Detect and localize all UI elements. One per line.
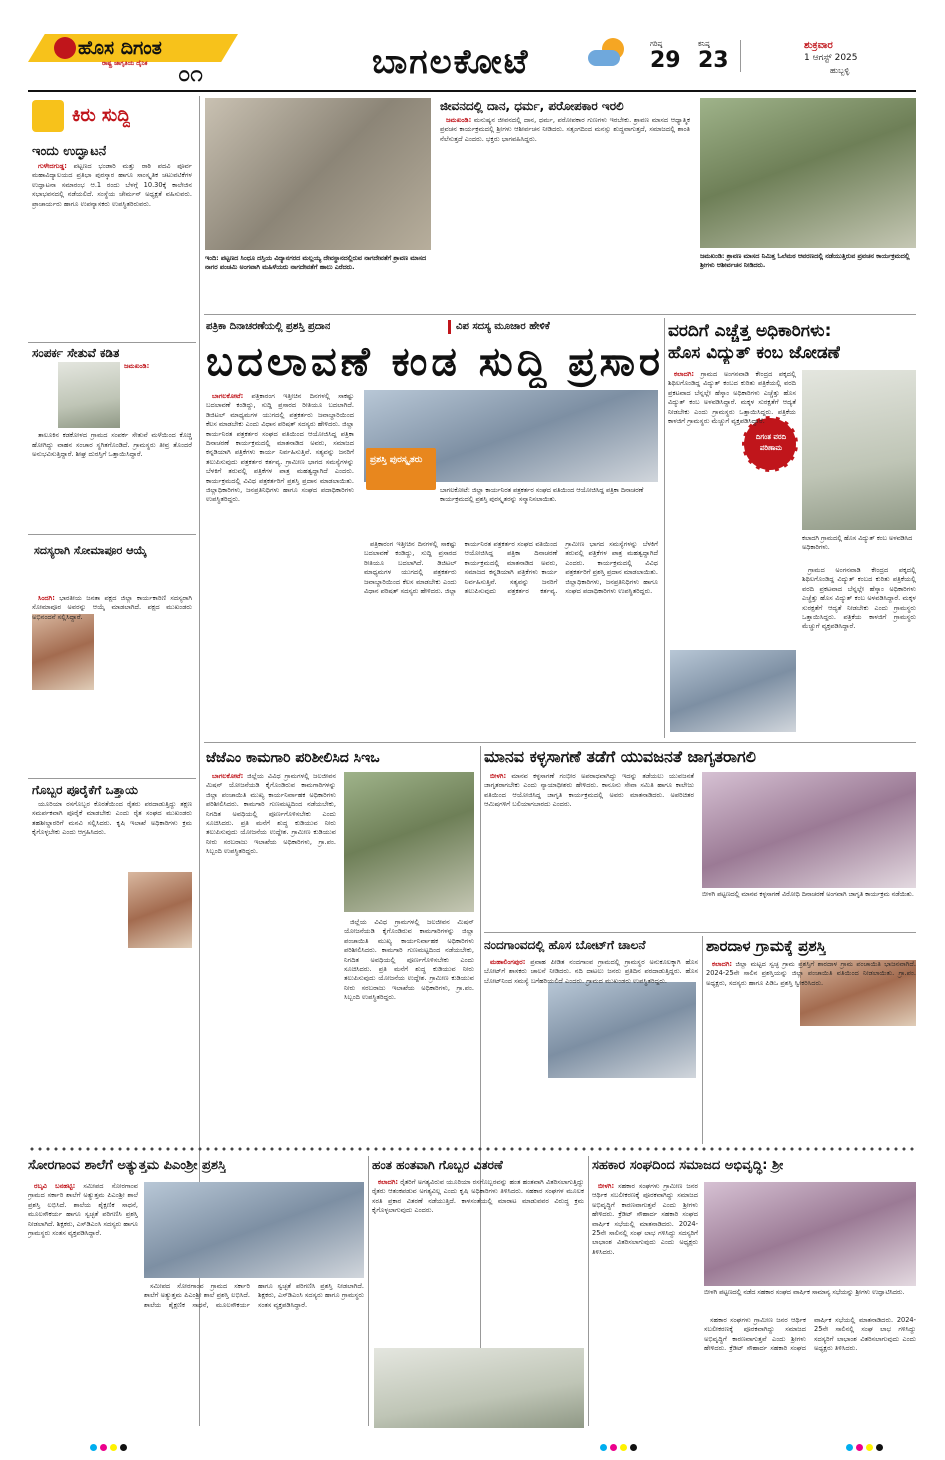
- lead-kicker-sep: [448, 320, 451, 334]
- divider: [28, 778, 196, 779]
- award-badge: [366, 448, 436, 490]
- nagapanchami-photo: [205, 98, 431, 250]
- item2-body: [32, 362, 192, 538]
- jjm-inspection-photo: [344, 772, 474, 912]
- weather-icon: [588, 38, 628, 72]
- lead-text-cont: ಪತ್ರಿಕಾರಂಗ ಇತ್ತೀಚಿನ ದಿನಗಳಲ್ಲಿ ಸಾಕಷ್ಟು ಬದಲಾವಣೆ ಕಂಡಿದ್ದು, ಸುದ್ದಿ ಪ್ರಸಾರದ ರೀತಿಯೂ ಬದಲಾಗಿದೆ. ಡಿಜಿಟಲ್ ಮಾಧ್ಯಮಗಳ ಯುಗದಲ್ಲಿ ಪತ್ರಕರ್ತರು ಜವಾಬ್ದಾರಿಯಿಂದ ಕೆಲಸ ಮಾಡಬೇಕು ಎಂದು ವಿಧಾನ ಪರಿಷತ್ ಸದಸ್ಯರು ಹೇಳಿದರು. ಜಿಲ್ಲಾ ಕಾರ್ಯನಿರತ ಪತ್ರಕರ್ತರ ಸಂಘದ ವತಿಯಿಂದ ಆಯೋಜಿಸಿದ್ದ ಪತ್ರಿಕಾ ದಿನಾಚರಣೆ ಕಾರ್ಯಕ್ರಮದಲ್ಲಿ ಮಾತನಾಡಿದ ಅವರು, ಸಮಾಜದ ಕನ್ನಡಿಯಾಗಿ ಪತ್ರಿಕೆಗಳು ಕಾರ್ಯ ನಿರ್ವಹಿಸುತ್ತಿವೆ. ಸತ್ಯವನ್ನು ಜನರಿಗೆ ತಲುಪಿಸುವುದು ಪತ್ರಕರ್ತರ ಕರ್ತವ್ಯ. ಗ್ರಾಮೀಣ ಭಾಗದ ಸಮಸ್ಯೆಗಳನ್ನು ಬೆಳಕಿಗೆ ತರುವಲ್ಲಿ ಪತ್ರಿಕೆಗಳ ಪಾತ್ರ ಮಹತ್ವದ್ದಾಗಿದೆ ಎಂದರು. ಕಾರ್ಯಕ್ರಮದಲ್ಲಿ ವಿವಿಧ ಪತ್ರಕರ್ತರಿಗೆ ಪ್ರಶಸ್ತಿ ಪ್ರದಾನ ಮಾಡಲಾಯಿತು. ಜಿಲ್ಲಾಧಿಕಾರಿಗಳು, ಜನಪ್ರತಿನಿಧಿಗಳು ಹಾಗೂ ಸಂಘದ ಪದಾಧಿಕಾರಿಗಳು ಉಪಸ್ಥಿತರಿದ್ದರು.: [364, 540, 658, 596]
- item2-text: ತಾಲೂಕಿನ ಕಡಕೋಳದ ಗ್ರಾಮದ ಸಂಪರ್ಕ ಸೇತುವೆ ಮಳೆಯಿಂದ ಕೊಚ್ಚಿ ಹೋಗಿದ್ದು ವಾಹನ ಸಂಚಾರ ಸ್ಥಗಿತಗೊಂಡಿದೆ. ಗ್ರಾಮಸ್ಥರು ತೀವ್ರ ತೊಂದರೆ ಅನುಭವಿಸುತ್ತಿದ್ದಾರೆ. ಶೀಘ್ರ ದುರಸ್ತಿಗೆ ಒತ್ತಾಯಿಸಿದ್ದಾರೆ.: [32, 431, 192, 459]
- officers-headline-2: ಹೊಸ ವಿದ್ಯುತ್ ಕಂಬ ಜೋಡಣೆ: [668, 343, 841, 363]
- charity-text: ಮನುಷ್ಯನ ಜೀವನದಲ್ಲಿ ದಾನ, ಧರ್ಮ, ಪರೋಪಕಾರ ಗುಣಗಳು ಇರಬೇಕು. ಶ್ರಾವಣ ಮಾಸದ ಆಧ್ಯಾತ್ಮಿಕ ಪ್ರವಚನ ಕಾರ್ಯಕ್ರಮದಲ್ಲಿ ಶ್ರೀಗಳು ಆಶೀರ್ವಚನ ನೀಡಿದರು. ಸತ್ಸಂಗದಿಂದ ಮನಸ್ಸು ಶುದ್ಧವಾಗುತ್ತದೆ, ಸಮಾಜದಲ್ಲಿ ಶಾಂತಿ ನೆಲೆಸುತ್ತದೆ ಎಂದರು. ಭಕ್ತರು ಭಾಗವಹಿಸಿದ್ದರು.: [440, 116, 690, 143]
- nagapanchami-caption: ಇಂದಿ: ಪಟ್ಟಣದ ಸಿಂಧೂ ದಸ್ತಿಯ ವಿದ್ಯಾನಗರದ ಮಲ್ಲಯ್ಯ ದೇವಸ್ಥಾನದಲ್ಲಿರುವ ನಾಗದೇವತೆಗೆ ಶ್ರಾವಣ ಮಾಸದ ನಾಗರ ಪಂಚಮಿ ಅಂಗವಾಗಿ ಮಹಿಳೆಯರು ನಾಗದೇವತೆಗೆ ಹಾಲು ಎರೆದರು.: [205, 254, 427, 271]
- school-text: ಸಮೀಪದ ಸೋರಗಾಂವ ಗ್ರಾಮದ ಸರ್ಕಾರಿ ಶಾಲೆಗೆ ಅತ್ಯುತ್ತಮ ಪಿಎಂಶ್ರೀ ಶಾಲೆ ಪ್ರಶಸ್ತಿ ಲಭಿಸಿದೆ. ಶಾಲೆಯ ಶೈಕ್ಷಣಿಕ ಸಾಧನೆ, ಮೂಲಸೌಕರ್ಯ ಹಾಗೂ ಸ್ವಚ್ಛತೆ ಪರಿಗಣಿಸಿ ಪ್ರಶಸ್ತಿ ನೀಡಲಾಗಿದೆ. ಶಿಕ್ಷಕರು, ಎಸ್‌ಡಿಎಂಸಿ ಸದಸ್ಯರು ಹಾಗೂ ಗ್ರಾಮಸ್ಥರು ಸಂತಸ ವ್ಯಕ್ತಪಡಿಸಿದ್ದಾರೆ.: [28, 1182, 138, 1238]
- item4-title: ಗೊಬ್ಬರ ಪೂರೈಕೆಗೆ ಒತ್ತಾಯ: [32, 783, 138, 797]
- award-photo-caption: ಬಾಗಲಕೋಟೆ: ಜಿಲ್ಲಾ ಕಾರ್ಯನಿರತ ಪತ್ರಕರ್ತರ ಸಂಘದ ವತಿಯಿಂದ ಆಯೋಜಿಸಿದ್ದ ಪತ್ರಿಕಾ ದಿನಾಚರಣೆ ಕಾರ್ಯಕ್ರಮದಲ್ಲಿ ಪ್ರಶಸ್ತಿ ಪುರಸ್ಕೃತರನ್ನು ಸನ್ಮಾನಿಸಲಾಯಿತು.: [440, 486, 644, 503]
- divider: [204, 742, 916, 743]
- jjm-dateline: ಬಾಗಲಕೋಟೆ:: [212, 772, 244, 780]
- trafficking-body: [484, 772, 694, 928]
- item1-text: ಪಟ್ಟಣದ ಭಂಡಾರಿ ಮತ್ತು ರಾಠಿ ಪದವಿ ಪೂರ್ವ ಮಹಾವಿದ್ಯಾಲಯದ ಪ್ರತಿಭಾ ಪುರಸ್ಕಾರ ಹಾಗೂ ಸಾಂಸ್ಕೃತಿಕ ಚಟುವಟಿಕೆಗಳ ಉದ್ಘಾಟನಾ ಸಮಾರಂಭ ಆ.1 ರಂದು ಬೆಳಗ್ಗೆ 10.30ಕ್ಕೆ ಕಾಲೇಜಿನ ಸಭಾಭವನದಲ್ಲಿ ನಡೆಯಲಿದೆ. ಸಂಸ್ಥೆಯ ಚೇರ್ಮನ್ ಅಧ್ಯಕ್ಷತೆ ವಹಿಸುವರು. ಪ್ರಾಚಾರ್ಯರು ಹಾಗೂ ಉಪನ್ಯಾಸಕರು ಉಪಸ್ಥಿತರಿರುವರು.: [32, 162, 192, 208]
- boat-headline: ನಂದಗಾಂವದಲ್ಲಿ ಹೊಸ ಬೋಟ್‌ಗೆ ಚಾಲನೆ: [484, 938, 646, 952]
- officers-body: [668, 370, 796, 648]
- item1-dateline: ಗುಳೇದಗುಡ್ಡ:: [38, 162, 67, 170]
- fertilizer-body: [372, 1178, 584, 1342]
- school-text-cont: ಸಮೀಪದ ಸೋರಗಾಂವ ಗ್ರಾಮದ ಸರ್ಕಾರಿ ಶಾಲೆಗೆ ಅತ್ಯುತ್ತಮ ಪಿಎಂಶ್ರೀ ಶಾಲೆ ಪ್ರಶಸ್ತಿ ಲಭಿಸಿದೆ. ಶಾಲೆಯ ಶೈಕ್ಷಣಿಕ ಸಾಧನೆ, ಮೂಲಸೌಕರ್ಯ ಹಾಗೂ ಸ್ವಚ್ಛತೆ ಪರಿಗಣಿಸಿ ಪ್ರಶಸ್ತಿ ನೀಡಲಾಗಿದೆ. ಶಿಕ್ಷಕರು, ಎಸ್‌ಡಿಎಂಸಿ ಸದಸ್ಯರು ಹಾಗೂ ಗ್ರಾಮಸ್ಥರು ಸಂತಸ ವ್ಯಕ್ತಪಡಿಸಿದ್ದಾರೆ.: [144, 1282, 364, 1309]
- fertilizer-photo: [374, 1348, 584, 1428]
- sharadal-story: [706, 936, 916, 1144]
- award-badge-text: ಪ್ರಶಸ್ತಿ ಪುರಸ್ಕೃತರು: [370, 455, 423, 465]
- sharadal-dateline: ಕಲಾದಗಿ:: [712, 960, 733, 968]
- item3-body: [32, 594, 192, 784]
- previous-report-clipping: [670, 650, 796, 732]
- officers-text: ಗ್ರಾಮದ ಅಂಗನವಾಡಿ ಕೇಂದ್ರದ ಪಕ್ಕದಲ್ಲಿ ಶಿಥಿಲಗೊಂಡಿದ್ದ ವಿದ್ಯುತ್ ಕಂಬದ ಕುರಿತು ಪತ್ರಿಕೆಯಲ್ಲಿ ವರದಿ ಪ್ರಕಟವಾದ ಬೆನ್ನಲ್ಲೇ ಹೆಸ್ಕಾಂ ಅಧಿಕಾರಿಗಳು ಎಚ್ಚೆತ್ತು ಹೊಸ ವಿದ್ಯುತ್ ಕಂಬ ಅಳವಡಿಸಿದ್ದಾರೆ. ಮಕ್ಕಳ ಸುರಕ್ಷತೆಗೆ ಆದ್ಯತೆ ನೀಡಬೇಕು ಎಂದು ಗ್ರಾಮಸ್ಥರು ಒತ್ತಾಯಿಸಿದ್ದರು. ಪತ್ರಿಕೆಯ ಕಾಳಜಿಗೆ ಗ್ರಾಮಸ್ಥರು ಮೆಚ್ಚುಗೆ ವ್ಯಕ್ತಪಡಿಸಿದ್ದಾರೆ.: [668, 370, 796, 426]
- pravachana-photo: [700, 98, 916, 248]
- lead-body: [206, 392, 354, 732]
- boat-text: ಪ್ರವಾಹ ಪೀಡಿತ ನಂದಗಾಂವ ಗ್ರಾಮದಲ್ಲಿ ಗ್ರಾಮಸ್ಥರ ಅನುಕೂಲಕ್ಕಾಗಿ ಹೊಸ ಬೋಟ್‌ಗೆ ಶಾಸಕರು ಚಾಲನೆ ನೀಡಿದರು. ನದಿ ದಾಟಲು ಜನರು ಪ್ರತಿದಿನ ಪರದಾಡುತ್ತಿದ್ದರು. ಹೊಸ ಬೋಟ್‌ನಿಂದ ಸಮಸ್ಯೆ ಬಗೆಹರಿಯಲಿದೆ ಎಂದರು. ಗ್ರಾಮದ ಮುಖಂಡರು ಉಪಸ್ಥಿತರಿದ್ದರು.: [484, 958, 698, 985]
- fertilizer-headline: ಹಂತ ಹಂತವಾಗಿ ಗೊಬ್ಬರ ವಿತರಣೆ: [372, 1158, 503, 1172]
- lead-headline: ಬದಲಾವಣೆ ಕಂಡ ಸುದ್ದಿ ಪ್ರಸಾರ: [206, 339, 665, 385]
- lead-kicker-right: ವಿಪ ಸದಸ್ಯ ಮೂಜಾರ ಹೇಳಿಕೆ: [456, 321, 550, 332]
- charity-headline: ಜೀವನದಲ್ಲಿ ದಾನ, ಧರ್ಮ, ಪರೋಪಕಾರ ಇರಲಿ: [440, 99, 624, 113]
- edition-city: ಬಾಗಲಕೋಟೆ: [372, 42, 530, 82]
- issue-day: ಶುಕ್ರವಾರ: [804, 40, 833, 51]
- item2-dateline: ಜಮಖಂಡಿ:: [124, 362, 150, 370]
- registration-marks-center: [600, 1444, 640, 1452]
- item3-title: ಸದಸ್ಯರಾಗಿ ಸೋಮಾಪೂರ ಆಯ್ಕೆ: [34, 544, 147, 557]
- school-headline: ಸೋರಗಾಂವ ಶಾಲೆಗೆ ಅತ್ಯುತ್ತಮ ಪಿಎಂಶ್ರೀ ಪ್ರಶಸ್ತಿ: [28, 1158, 227, 1173]
- sharadal-body: [706, 960, 916, 1142]
- sharadal-text: ಜಿಲ್ಲಾ ಮಟ್ಟದ ಸ್ವಚ್ಛ ಗ್ರಾಮ ಪ್ರಶಸ್ತಿಗೆ ಶಾರದಾಳ ಗ್ರಾಮ ಪಂಚಾಯಿತಿ ಭಾಜನವಾಗಿದೆ. 2024-25ನೇ ಸಾಲಿನ ಪ್ರಶಸ್ತಿಯನ್ನು ಜಿಲ್ಲಾ ಪಂಚಾಯಿತಿ ವತಿಯಿಂದ ನೀಡಲಾಯಿತು. ಗ್ರಾ.ಪಂ. ಅಧ್ಯಕ್ಷರು, ಸದಸ್ಯರು ಹಾಗೂ ಪಿಡಿಒ ಪ್ರಶಸ್ತಿ ಸ್ವೀಕರಿಸಿದರು.: [706, 960, 916, 987]
- jjm-text-cont: ಜಿಲ್ಲೆಯ ವಿವಿಧ ಗ್ರಾಮಗಳಲ್ಲಿ ಜಲಜೀವನ ಮಿಷನ್ ಯೋಜನೆಯಡಿ ಕೈಗೊಂಡಿರುವ ಕಾಮಗಾರಿಗಳನ್ನು ಜಿಲ್ಲಾ ಪಂಚಾಯಿತಿ ಮುಖ್ಯ ಕಾರ್ಯನಿರ್ವಾಹಕ ಅಧಿಕಾರಿಗಳು ಪರಿಶೀಲಿಸಿದರು. ಕಾಮಗಾರಿ ಗುಣಮಟ್ಟದಿಂದ ನಡೆಯಬೇಕು, ನಿಗದಿತ ಅವಧಿಯಲ್ಲಿ ಪೂರ್ಣಗೊಳಿಸಬೇಕು ಎಂದು ಸೂಚಿಸಿದರು. ಪ್ರತಿ ಮನೆಗೆ ಶುದ್ಧ ಕುಡಿಯುವ ನೀರು ತಲುಪಿಸುವುದು ಯೋಜನೆಯ ಉದ್ದೇಶ. ಗ್ರಾಮೀಣ ಕುಡಿಯುವ ನೀರು ಸರಬರಾಜು ಇಲಾಖೆಯ ಅಧಿಕಾರಿಗಳು, ಗ್ರಾ.ಪಂ. ಸಿಬ್ಬಂದಿ ಉಪಸ್ಥಿತರಿದ್ದರು.: [344, 918, 474, 1002]
- pravachana-caption: ಜಮಖಂಡಿ: ಶ್ರಾವಣ ಮಾಸದ ನಿಮಿತ್ತ ಓಲೆಮಠ ಆವರಣದಲ್ಲಿ ನಡೆಯುತ್ತಿರುವ ಪ್ರವಚನ ಕಾರ್ಯಕ್ರಮದಲ್ಲಿ ಶ್ರೀಗಳು ಆಶೀರ್ವಚನ ನೀಡಿದರು.: [700, 252, 910, 269]
- brand-name: ಹೊಸ ದಿಗಂತ: [78, 37, 162, 59]
- cooperative-headline: ಸಹಕಾರ ಸಂಘದಿಂದ ಸಮಾಜದ ಅಭಿವೃದ್ಧಿ: ಶ್ರೀ: [592, 1158, 784, 1173]
- officers-body-cont: [802, 566, 916, 732]
- divider: [28, 534, 196, 535]
- school-story: [28, 1156, 364, 1436]
- column-rule: [368, 1156, 369, 1426]
- lead-story: [204, 318, 665, 738]
- temp-min: 23: [698, 48, 729, 73]
- fertilizer-text: ರೈತರಿಗೆ ಅಗತ್ಯವಿರುವ ಯೂರಿಯಾ ರಸಗೊಬ್ಬರವನ್ನು ಹಂತ ಹಂತವಾಗಿ ವಿತರಿಸಲಾಗುತ್ತಿದ್ದು ರೈತರು ಆತಂಕಪಡುವ ಅಗತ್ಯವಿಲ್ಲ ಎಂದು ಕೃಷಿ ಅಧಿಕಾರಿಗಳು ತಿಳಿಸಿದರು. ಸಹಕಾರ ಸಂಘಗಳ ಮೂಲಕ ಸರತಿ ಪ್ರಕಾರ ವಿತರಣೆ ನಡೆಯುತ್ತಿದೆ. ಕಾಳಸಂತೆಯಲ್ಲಿ ಮಾರಾಟ ಮಾಡುವವರ ವಿರುದ್ಧ ಕ್ರಮ ಕೈಗೊಳ್ಳಲಾಗುವುದು ಎಂದರು.: [372, 1178, 584, 1215]
- column-rule: [664, 318, 665, 738]
- divider: [28, 342, 196, 343]
- masthead-separator: [740, 40, 741, 72]
- cooperative-body: [592, 1182, 698, 1436]
- jjm-text: ಜಿಲ್ಲೆಯ ವಿವಿಧ ಗ್ರಾಮಗಳಲ್ಲಿ ಜಲಜೀವನ ಮಿಷನ್ ಯೋಜನೆಯಡಿ ಕೈಗೊಂಡಿರುವ ಕಾಮಗಾರಿಗಳನ್ನು ಜಿಲ್ಲಾ ಪಂಚಾಯಿತಿ ಮುಖ್ಯ ಕಾರ್ಯನಿರ್ವಾಹಕ ಅಧಿಕಾರಿಗಳು ಪರಿಶೀಲಿಸಿದರು. ಕಾಮಗಾರಿ ಗುಣಮಟ್ಟದಿಂದ ನಡೆಯಬೇಕು, ನಿಗದಿತ ಅವಧಿಯಲ್ಲಿ ಪೂರ್ಣಗೊಳಿಸಬೇಕು ಎಂದು ಸೂಚಿಸಿದರು. ಪ್ರತಿ ಮನೆಗೆ ಶುದ್ಧ ಕುಡಿಯುವ ನೀರು ತಲುಪಿಸುವುದು ಯೋಜನೆಯ ಉದ್ದೇಶ. ಗ್ರಾಮೀಣ ಕುಡಿಯುವ ನೀರು ಸರಬರಾಜು ಇಲಾಖೆಯ ಅಧಿಕಾರಿಗಳು, ಗ್ರಾ.ಪಂ. ಸಿಬ್ಬಂದಿ ಉಪಸ್ಥಿತರಿದ್ದರು.: [206, 772, 336, 856]
- lead-kicker-left: ಪತ್ರಿಕಾ ದಿನಾಚರಣೆಯಲ್ಲಿ ಪ್ರಶಸ್ತಿ ಪ್ರದಾನ: [206, 321, 331, 332]
- brand-logo-icon: [54, 37, 76, 59]
- registration-marks-right: [846, 1444, 886, 1452]
- school-body: [28, 1182, 138, 1436]
- school-photo: [144, 1182, 364, 1278]
- item1-title: ಇಂದು ಉದ್ಘಾಟನೆ: [32, 144, 107, 159]
- divider: [204, 314, 916, 315]
- cooperative-text: ಸಹಕಾರ ಸಂಘಗಳು ಗ್ರಾಮೀಣ ಜನರ ಆರ್ಥಿಕ ಸಬಲೀಕರಣಕ್ಕೆ ಪೂರಕವಾಗಿದ್ದು ಸಮಾಜದ ಅಭಿವೃದ್ಧಿಗೆ ಕಾರಣವಾಗುತ್ತವೆ ಎಂದು ಶ್ರೀಗಳು ಹೇಳಿದರು. ಕ್ರೆಡಿಟ್ ಸೌಹಾರ್ದ ಸಹಕಾರಿ ಸಂಘದ ವಾರ್ಷಿಕ ಸಭೆಯಲ್ಲಿ ಮಾತನಾಡಿದರು. 2024-25ನೇ ಸಾಲಿನಲ್ಲಿ ಸಂಘ ಲಾಭ ಗಳಿಸಿದ್ದು ಸದಸ್ಯರಿಗೆ ಲಾಭಾಂಶ ವಿತರಿಸಲಾಗುವುದು ಎಂದು ಅಧ್ಯಕ್ಷರು ತಿಳಿಸಿದರು.: [592, 1182, 698, 1256]
- item3-dateline: ಸಿಂದಗಿ:: [38, 594, 55, 602]
- brand-block: [28, 34, 238, 86]
- cooperative-story: [592, 1156, 916, 1436]
- temp-max-label: ಗರಿಷ್ಠ: [650, 40, 663, 48]
- cooperative-text-cont: ಸಹಕಾರ ಸಂಘಗಳು ಗ್ರಾಮೀಣ ಜನರ ಆರ್ಥಿಕ ಸಬಲೀಕರಣಕ್ಕೆ ಪೂರಕವಾಗಿದ್ದು ಸಮಾಜದ ಅಭಿವೃದ್ಧಿಗೆ ಕಾರಣವಾಗುತ್ತವೆ ಎಂದು ಶ್ರೀಗಳು ಹೇಳಿದರು. ಕ್ರೆಡಿಟ್ ಸೌಹಾರ್ದ ಸಹಕಾರಿ ಸಂಘದ ವಾರ್ಷಿಕ ಸಭೆಯಲ್ಲಿ ಮಾತನಾಡಿದರು. 2024-25ನೇ ಸಾಲಿನಲ್ಲಿ ಸಂಘ ಲಾಭ ಗಳಿಸಿದ್ದು ಸದಸ್ಯರಿಗೆ ಲಾಭಾಂಶ ವಿತರಿಸಲಾಗುವುದು ಎಂದು ಅಧ್ಯಕ್ಷರು ತಿಳಿಸಿದರು.: [704, 1316, 916, 1353]
- temp-min-label: ಕನಿಷ್ಠ: [698, 40, 710, 48]
- cooperative-body-cont: [704, 1316, 916, 1436]
- item2-title: ಸಂಪರ್ಕ ಸೇತುವೆ ಕಡಿತ: [32, 346, 120, 360]
- trafficking-text: ಮಾನವ ಕಳ್ಳಸಾಗಣೆ ಗಂಭೀರ ಅಪರಾಧವಾಗಿದ್ದು ಇದನ್ನು ತಡೆಯಲು ಯುವಜನತೆ ಜಾಗೃತರಾಗಬೇಕು ಎಂದು ನ್ಯಾಯಾಧೀಶರು ಹೇಳಿದರು. ಕಾನೂನು ಸೇವಾ ಸಮಿತಿ ಹಾಗೂ ಕಾಲೇಜು ವತಿಯಿಂದ ಆಯೋಜಿಸಿದ್ದ ಜಾಗೃತಿ ಕಾರ್ಯಕ್ರಮದಲ್ಲಿ ಅವರು ಮಾತನಾಡಿದರು. ಅಪರಿಚಿತರ ಆಮಿಷಗಳಿಗೆ ಬಲಿಯಾಗಬಾರದು ಎಂದರು.: [484, 772, 694, 809]
- cooperative-photo-caption: ಬೀಳಗಿ ಪಟ್ಟಣದಲ್ಲಿ ನಡೆದ ಸಹಕಾರ ಸಂಘದ ವಾರ್ಷಿಕ ಸಾಮಾನ್ಯ ಸಭೆಯನ್ನು ಶ್ರೀಗಳು ಉದ್ಘಾಟಿಸಿದರು.: [704, 1288, 905, 1296]
- divider: [484, 932, 916, 933]
- item1-body: [32, 162, 192, 340]
- trafficking-headline: ಮಾನವ ಕಳ್ಳಸಾಗಣೆ ತಡೆಗೆ ಯುವಜನತೆ ಜಾಗೃತರಾಗಲಿ: [484, 747, 756, 766]
- masthead-rule: [28, 90, 916, 92]
- electric-pole-photo: [802, 370, 916, 530]
- trafficking-photo-caption: ಬೀಳಗಿ ಪಟ್ಟಣದಲ್ಲಿ ಮಾನವ ಕಳ್ಳಸಾಗಣೆ ವಿರೋಧಿ ದಿನಾಚರಣೆ ಅಂಗವಾಗಿ ಜಾಗೃತಿ ಕಾರ್ಯಕ್ರಮ ನಡೆಯಿತು.: [702, 890, 914, 898]
- sidebar-header: [28, 100, 196, 136]
- temp-max: 29: [650, 48, 681, 73]
- trafficking-story: [484, 746, 916, 930]
- issue-date: 1 ಆಗಸ್ಟ್ 2025: [804, 53, 858, 63]
- fertilizer-story: [372, 1156, 584, 1436]
- sidebar-section-title: ಕಿರು ಸುದ್ದಿ: [72, 105, 131, 126]
- trafficking-photo: [702, 772, 916, 888]
- page-number: ೦೧: [178, 62, 203, 87]
- lead-body-cont: [364, 540, 658, 732]
- issue-place: ಹುಬ್ಬಳ್ಳಿ: [830, 66, 850, 75]
- fertilizer-dateline: ಕಲಾದಗಿ:: [378, 1178, 399, 1186]
- pole-photo-caption: ಕಲಾದಗಿ ಗ್ರಾಮದಲ್ಲಿ ಹೊಸ ವಿದ್ಯುತ್ ಕಂಬ ಅಳವಡಿಸಿದ ಅಧಿಕಾರಿಗಳು.: [802, 534, 913, 551]
- officers-story: [668, 318, 916, 738]
- charity-dateline: ಜಮಖಂಡಿ:: [446, 116, 472, 124]
- cooperative-dateline: ಬೀಳಗಿ:: [598, 1182, 615, 1190]
- jjm-headline: ಜೆಜೆಎಂ ಕಾಮಗಾರಿ ಪರಿಶೀಲಿಸಿದ ಸಿಇಒ: [206, 750, 380, 766]
- school-body-cont: [144, 1282, 364, 1436]
- hand-icon: [32, 100, 64, 132]
- charity-body: [440, 116, 690, 312]
- trafficking-dateline: ಬೀಳಗಿ:: [490, 772, 507, 780]
- registration-marks-left: [90, 1444, 130, 1452]
- item4-text: ಯೂರಿಯಾ ರಸಗೊಬ್ಬರ ಕೊರತೆಯಿಂದ ರೈತರು ಪರದಾಡುತ್ತಿದ್ದು ತಕ್ಷಣ ಸಮರ್ಪಕವಾಗಿ ಪೂರೈಕೆ ಮಾಡಬೇಕು ಎಂದು ರೈತ ಸಂಘದ ಮುಖಂಡರು ತಹಶೀಲ್ದಾರರಿಗೆ ಮನವಿ ಸಲ್ಲಿಸಿದರು. ಕೃಷಿ ಇಲಾಖೆ ಅಧಿಕಾರಿಗಳು ಕ್ರಮ ಕೈಗೊಳ್ಳಬೇಕು ಎಂದು ಆಗ್ರಹಿಸಿದರು.: [32, 800, 192, 837]
- lead-text: ಪತ್ರಿಕಾರಂಗ ಇತ್ತೀಚಿನ ದಿನಗಳಲ್ಲಿ ಸಾಕಷ್ಟು ಬದಲಾವಣೆ ಕಂಡಿದ್ದು, ಸುದ್ದಿ ಪ್ರಸಾರದ ರೀತಿಯೂ ಬದಲಾಗಿದೆ. ಡಿಜಿಟಲ್ ಮಾಧ್ಯಮಗಳ ಯುಗದಲ್ಲಿ ಪತ್ರಕರ್ತರು ಜವಾಬ್ದಾರಿಯಿಂದ ಕೆಲಸ ಮಾಡಬೇಕು ಎಂದು ವಿಧಾನ ಪರಿಷತ್ ಸದಸ್ಯರು ಹೇಳಿದರು. ಜಿಲ್ಲಾ ಕಾರ್ಯನಿರತ ಪತ್ರಕರ್ತರ ಸಂಘದ ವತಿಯಿಂದ ಆಯೋಜಿಸಿದ್ದ ಪತ್ರಿಕಾ ದಿನಾಚರಣೆ ಕಾರ್ಯಕ್ರಮದಲ್ಲಿ ಮಾತನಾಡಿದ ಅವರು, ಸಮಾಜದ ಕನ್ನಡಿಯಾಗಿ ಪತ್ರಿಕೆಗಳು ಕಾರ್ಯ ನಿರ್ವಹಿಸುತ್ತಿವೆ. ಸತ್ಯವನ್ನು ಜನರಿಗೆ ತಲುಪಿಸುವುದು ಪತ್ರಕರ್ತರ ಕರ್ತವ್ಯ. ಗ್ರಾಮೀಣ ಭಾಗದ ಸಮಸ್ಯೆಗಳನ್ನು ಬೆಳಕಿಗೆ ತರುವಲ್ಲಿ ಪತ್ರಿಕೆಗಳ ಪಾತ್ರ ಮಹತ್ವದ್ದಾಗಿದೆ ಎಂದರು. ಕಾರ್ಯಕ್ರಮದಲ್ಲಿ ವಿವಿಧ ಪತ್ರಕರ್ತರಿಗೆ ಪ್ರಶಸ್ತಿ ಪ್ರದಾನ ಮಾಡಲಾಯಿತು. ಜಿಲ್ಲಾಧಿಕಾರಿಗಳು, ಜನಪ್ರತಿನಿಧಿಗಳು ಹಾಗೂ ಸಂಘದ ಪದಾಧಿಕಾರಿಗಳು ಉಪಸ್ಥಿತರಿದ್ದರು.: [206, 392, 354, 504]
- masthead: [0, 0, 945, 92]
- officers-text-cont: ಗ್ರಾಮದ ಅಂಗನವಾಡಿ ಕೇಂದ್ರದ ಪಕ್ಕದಲ್ಲಿ ಶಿಥಿಲಗೊಂಡಿದ್ದ ವಿದ್ಯುತ್ ಕಂಬದ ಕುರಿತು ಪತ್ರಿಕೆಯಲ್ಲಿ ವರದಿ ಪ್ರಕಟವಾದ ಬೆನ್ನಲ್ಲೇ ಹೆಸ್ಕಾಂ ಅಧಿಕಾರಿಗಳು ಎಚ್ಚೆತ್ತು ಹೊಸ ವಿದ್ಯುತ್ ಕಂಬ ಅಳವಡಿಸಿದ್ದಾರೆ. ಮಕ್ಕಳ ಸುರಕ್ಷತೆಗೆ ಆದ್ಯತೆ ನೀಡಬೇಕು ಎಂದು ಗ್ರಾಮಸ್ಥರು ಒತ್ತಾಯಿಸಿದ್ದರು. ಪತ್ರಿಕೆಯ ಕಾಳಜಿಗೆ ಗ್ರಾಮಸ್ಥರು ಮೆಚ್ಚುಗೆ ವ್ಯಕ್ತಪಡಿಸಿದ್ದಾರೆ.: [802, 566, 916, 631]
- boat-body: [484, 958, 698, 1156]
- boat-dateline: ಮಹಾಲಿಂಗಪುರ:: [490, 958, 526, 966]
- item3-text: ಭಾರತೀಯ ಜನತಾ ಪಕ್ಷದ ಜಿಲ್ಲಾ ಕಾರ್ಯಕಾರಿಣಿ ಸದಸ್ಯರಾಗಿ ಸೋಮಾಪೂರ ಅವರನ್ನು ಆಯ್ಕೆ ಮಾಡಲಾಗಿದೆ. ಪಕ್ಷದ ಮುಖಂಡರು ಅಭಿನಂದನೆ ಸಲ್ಲಿಸಿದ್ದಾರೆ.: [32, 594, 192, 621]
- cooperative-photo: [704, 1182, 916, 1286]
- lead-dateline: ಬಾಗಲಕೋಟೆ:: [212, 392, 244, 400]
- sharadal-headline: ಶಾರದಾಳ ಗ್ರಾಮಕ್ಕೆ ಪ್ರಶಸ್ತಿ: [706, 937, 826, 955]
- officers-headline-1: ವರದಿಗೆ ಎಚ್ಚೆತ್ತ ಅಧಿಕಾರಿಗಳು:: [668, 321, 832, 341]
- officers-dateline: ಕಲಾದಗಿ:: [674, 370, 695, 378]
- school-dateline: ರಬ್ಕವಿ ಬನಹಟ್ಟಿ:: [34, 1182, 76, 1190]
- impact-stamp-text: ದಿಗಂತ ವರದಿ ಪರಿಣಾಮ: [755, 433, 787, 452]
- column-rule: [588, 1156, 589, 1426]
- column-rule: [702, 936, 703, 1144]
- section-dot-bar: [28, 1146, 916, 1152]
- brand-tagline: ರಾಷ್ಟ್ರ ಜಾಗೃತಿಯ ದೈನಿಕ: [102, 60, 148, 67]
